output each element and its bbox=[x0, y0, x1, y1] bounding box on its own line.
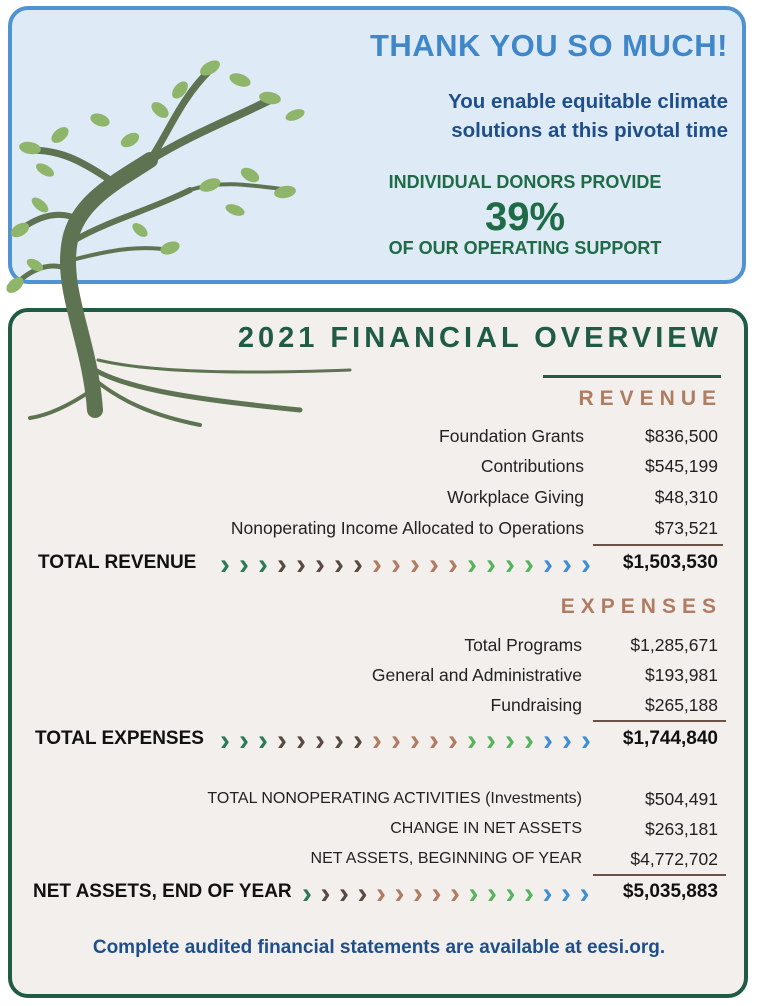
net-amount: $504,491 bbox=[645, 789, 718, 809]
net-amount: $263,181 bbox=[645, 819, 718, 839]
footer-note: Complete audited financial statements are available at eesi.org. bbox=[92, 937, 666, 958]
revenue-amount: $836,500 bbox=[645, 426, 718, 446]
expense-label: Fundraising bbox=[490, 695, 582, 715]
thank-you-title: THANK YOU SO MUCH! bbox=[369, 28, 728, 63]
chevron-icon: › bbox=[315, 548, 325, 581]
revenue-label: Contributions bbox=[480, 456, 584, 476]
chevron-icon: › bbox=[376, 877, 386, 910]
expense-amount: $1,285,671 bbox=[630, 635, 718, 655]
financial-overview-title: 2021 FINANCIAL OVERVIEW bbox=[237, 322, 722, 354]
chevron-icon: › bbox=[561, 877, 571, 910]
chevron-icon: › bbox=[334, 724, 344, 757]
chevron-icon: › bbox=[258, 724, 268, 757]
chevron-icon: › bbox=[429, 724, 439, 757]
chevron-icon: › bbox=[413, 877, 423, 910]
chevron-icon: › bbox=[505, 724, 515, 757]
expenses-chevrons bbox=[220, 724, 600, 757]
chevron-icon: › bbox=[448, 548, 458, 581]
total-expenses-amount: $1,744,840 bbox=[622, 728, 718, 749]
subtitle-line-2: solutions at this pivotal time bbox=[451, 119, 728, 142]
chevron-icon: › bbox=[353, 724, 363, 757]
chevron-icon: › bbox=[581, 548, 591, 581]
chevron-icon: › bbox=[394, 877, 405, 910]
chevron-icon: › bbox=[220, 724, 230, 757]
chevron-icon: › bbox=[543, 724, 553, 757]
donors-line-1: INDIVIDUAL DONORS PROVIDE bbox=[388, 172, 662, 192]
chevron-icon: › bbox=[562, 548, 572, 581]
chevron-icon: › bbox=[505, 548, 515, 581]
revenue-amount: $73,521 bbox=[654, 518, 718, 538]
net-chevrons bbox=[302, 877, 598, 910]
expense-label: Total Programs bbox=[464, 635, 582, 655]
revenue-amount: $545,199 bbox=[645, 456, 718, 476]
net-label: CHANGE IN NET ASSETS bbox=[390, 820, 582, 837]
net-sum-rule bbox=[593, 874, 726, 876]
net-label: TOTAL NONOPERATING ACTIVITIES (Investments) bbox=[207, 790, 582, 807]
chevron-icon: › bbox=[239, 724, 249, 757]
chevron-icon: › bbox=[410, 548, 420, 581]
total-expenses-label: TOTAL EXPENSES bbox=[35, 728, 204, 749]
revenue-label: Workplace Giving bbox=[447, 487, 584, 507]
expense-label: General and Administrative bbox=[371, 665, 582, 685]
chevron-icon: › bbox=[429, 548, 439, 581]
chevron-icon: › bbox=[467, 548, 477, 581]
thank-you-subtitle bbox=[448, 87, 728, 145]
expense-amount: $265,188 bbox=[645, 695, 718, 715]
chevron-icon: › bbox=[579, 877, 590, 910]
chevron-icon: › bbox=[258, 548, 268, 581]
chevron-icon: › bbox=[372, 548, 382, 581]
chevron-icon: › bbox=[450, 877, 460, 910]
chevron-icon: › bbox=[391, 724, 401, 757]
chevron-icon: › bbox=[334, 548, 344, 581]
expense-amount: $193,981 bbox=[645, 665, 718, 685]
chevron-icon: › bbox=[410, 724, 420, 757]
chevron-icon: › bbox=[431, 877, 442, 910]
chevron-icon: › bbox=[468, 877, 479, 910]
chevron-icon: › bbox=[581, 724, 591, 757]
chevron-icon: › bbox=[487, 877, 497, 910]
chevron-icon: › bbox=[448, 724, 458, 757]
chevron-icon: › bbox=[239, 548, 249, 581]
revenue-chevrons bbox=[220, 548, 600, 581]
revenue-amount: $48,310 bbox=[654, 487, 718, 507]
chevron-icon: › bbox=[315, 724, 325, 757]
chevron-icon: › bbox=[372, 724, 382, 757]
chevron-icon: › bbox=[320, 877, 331, 910]
title-rule bbox=[543, 375, 721, 378]
chevron-icon: › bbox=[542, 877, 553, 910]
net-amount: $4,772,702 bbox=[630, 849, 718, 869]
chevron-icon: › bbox=[357, 877, 368, 910]
donors-percentage: 39% bbox=[484, 195, 566, 239]
chevron-icon: › bbox=[543, 548, 553, 581]
subtitle-line-1: You enable equitable climate bbox=[448, 90, 728, 113]
total-revenue-label: TOTAL REVENUE bbox=[38, 552, 197, 573]
chevron-icon: › bbox=[486, 548, 496, 581]
revenue-heading: REVENUE bbox=[578, 387, 722, 410]
chevron-icon: › bbox=[524, 724, 534, 757]
chevron-icon: › bbox=[391, 548, 401, 581]
expenses-sum-rule bbox=[593, 720, 726, 722]
chevron-icon: › bbox=[524, 877, 534, 910]
chevron-icon: › bbox=[277, 724, 287, 757]
chevron-icon: › bbox=[277, 548, 287, 581]
chevron-icon: › bbox=[302, 877, 312, 910]
donors-line-3: OF OUR OPERATING SUPPORT bbox=[388, 238, 662, 258]
net-assets-end-label: NET ASSETS, END OF YEAR bbox=[33, 881, 292, 902]
chevron-icon: › bbox=[486, 724, 496, 757]
revenue-label: Foundation Grants bbox=[439, 426, 584, 446]
revenue-sum-rule bbox=[593, 544, 723, 546]
total-revenue-amount: $1,503,530 bbox=[622, 552, 718, 573]
tree-illustration bbox=[0, 40, 370, 430]
revenue-label: Nonoperating Income Allocated to Operations bbox=[230, 518, 584, 538]
expenses-heading: EXPENSES bbox=[560, 595, 722, 618]
net-label: NET ASSETS, BEGINNING OF YEAR bbox=[310, 850, 582, 867]
net-assets-end-amount: $5,035,883 bbox=[622, 881, 718, 902]
chevron-icon: › bbox=[505, 877, 516, 910]
chevron-icon: › bbox=[296, 724, 306, 757]
chevron-icon: › bbox=[296, 548, 306, 581]
chevron-icon: › bbox=[562, 724, 572, 757]
chevron-icon: › bbox=[467, 724, 477, 757]
chevron-icon: › bbox=[353, 548, 363, 581]
chevron-icon: › bbox=[339, 877, 349, 910]
chevron-icon: › bbox=[524, 548, 534, 581]
chevron-icon: › bbox=[220, 548, 230, 581]
